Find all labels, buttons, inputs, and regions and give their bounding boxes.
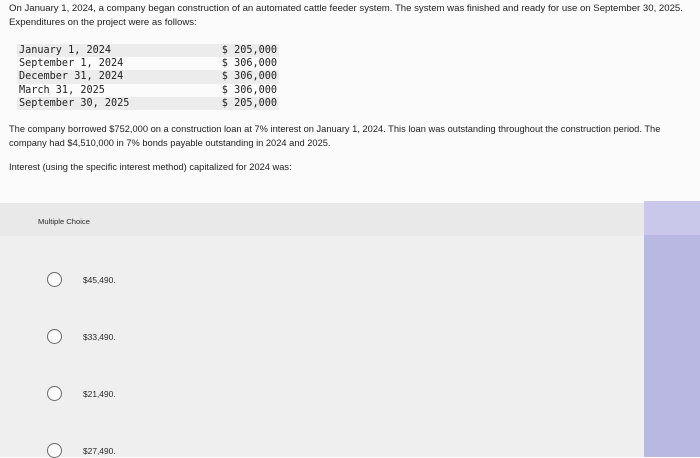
expenditure-amount: $ 205,000 [221, 97, 277, 109]
side-strip [644, 201, 700, 457]
expenditure-date: January 1, 2024 [19, 45, 112, 56]
expenditure-date: September 1, 2024 [19, 58, 124, 70]
question-intro: On January 1, 2024, a company began construction of an automated cattle feeder system. The system was finished and ready for use on September 30, 2025. Expenditures on the project were as follows: [9, 3, 683, 28]
multiple-choice-header [0, 203, 644, 236]
multiple-choice-label: Multiple Choice [38, 217, 90, 226]
radio-button[interactable] [47, 443, 62, 458]
expenditure-date: December 31, 2024 [19, 71, 124, 83]
radio-button[interactable] [47, 272, 62, 287]
radio-button[interactable] [47, 386, 62, 401]
answer-option-text: $27,490. [83, 445, 116, 456]
radio-button[interactable] [47, 329, 62, 344]
answer-option-4[interactable] [47, 443, 116, 458]
expenditure-amount: $ 306,000 [221, 58, 277, 70]
answer-option-text: $45,490. [83, 274, 116, 285]
answer-option-2[interactable] [47, 329, 116, 344]
loan-description: The company borrowed $752,000 on a construction loan at 7% interest on January 1, 2024. This loan was outstanding throughout the construction period. The company had $4,510,000 in 7% bonds payable outstanding in 2024 and 2025. [9, 124, 661, 148]
expenditure-row [17, 70, 279, 83]
answer-option-1[interactable] [47, 272, 116, 287]
expenditure-row [17, 57, 279, 70]
answer-option-3[interactable] [47, 386, 116, 401]
question-prompt: Interest (using the specific interest method) capitalized for 2024 was: [9, 162, 292, 172]
side-strip-top [644, 201, 700, 235]
expenditures-table [17, 44, 279, 110]
answer-option-text: $21,490. [83, 388, 116, 399]
expenditure-amount: $ 306,000 [221, 84, 277, 96]
answer-option-text: $33,490. [83, 331, 116, 342]
expenditure-row [17, 44, 279, 57]
expenditure-amount: $ 205,000 [221, 45, 277, 56]
expenditure-row [17, 84, 279, 97]
expenditure-row [17, 97, 279, 110]
expenditure-date: September 30, 2025 [19, 97, 130, 109]
expenditure-amount: $ 306,000 [221, 71, 277, 83]
expenditure-date: March 31, 2025 [19, 84, 105, 96]
